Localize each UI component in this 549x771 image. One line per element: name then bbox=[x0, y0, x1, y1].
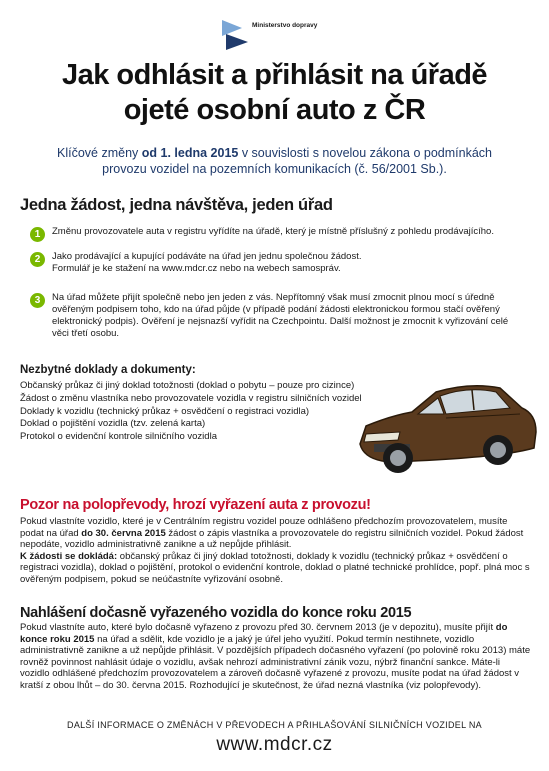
documents-title: Nezbytné doklady a dokumenty: bbox=[20, 364, 196, 376]
subtitle bbox=[40, 145, 509, 177]
step-item bbox=[30, 251, 392, 275]
ministry-logo-icon bbox=[220, 18, 250, 52]
section-two-text bbox=[20, 516, 532, 586]
title-line-1: Jak odhlásit a přihlásit na úřadě bbox=[61, 59, 488, 91]
list-item: Protokol o evidenční kontrole silničního vozidla bbox=[20, 431, 217, 443]
footer-url-link[interactable]: www.mdcr.cz bbox=[216, 734, 333, 755]
list-item: Doklad o pojištění vozidla (tzv. zelená karta) bbox=[20, 418, 206, 430]
para-text: občanský průkaz či jiný doklad totožnosti, doklady k vozidlu (technický průkaz + osvědčení o registraci vozidla), doklad o pojištění, protokol o evidenční kontrole, doklad o platné technické prohlídce, popř. plná moc s ověřeným podpisem, pokud se neúčastníte vyřizování osobně. bbox=[20, 550, 530, 585]
section-three-text bbox=[20, 622, 532, 692]
section-one-title: Jedna žádost, jedna návštěva, jeden úřad bbox=[20, 196, 333, 214]
para-text: Pokud vlastníte auto, které bylo dočasně vyřazeno z provozu před 30. červnem 2013 (je v depozitu), musíte přijít bbox=[20, 622, 496, 633]
page-title bbox=[0, 58, 549, 128]
subtitle-text: Klíčové změny bbox=[57, 146, 142, 160]
list-item: Občanský průkaz či jiný doklad totožnosti (doklad o pobytu – pouze pro cizince) bbox=[20, 380, 355, 391]
logo-text: Ministerstvo dopravy bbox=[252, 22, 318, 29]
documents-list bbox=[20, 380, 380, 444]
step-item bbox=[30, 292, 522, 340]
step-text: Na úřad můžete přijít společně nebo jen jeden z vás. Nepřítomný však musí zmocnit plnou mocí s úředně ověřeným podpisem toho, kdo na úřad půjde (v případě podání žádosti elektronickou formou stačí ověřený elektronický podpis). Ověření je nejsnazší vyřídit na Czechpointu. Další možnost je zmocnit k vyřizování celé věci třetí osobu. bbox=[52, 292, 509, 339]
footer-note: DALŠÍ INFORMACE O ZMĚNÁCH V PŘEVODECH A PŘIHLAŠOVÁNÍ SILNIČNÍCH VOZIDEL NA bbox=[67, 720, 482, 730]
para-text: žádost o zápis vlastníka a provozovatele do registru silničních vozidel. Pokud žádost nepodáte, vozidlo administrativně zanikne a už nepůjde přihlásit. bbox=[20, 527, 524, 551]
subtitle-date: od 1. ledna 2015 bbox=[141, 146, 239, 160]
para-deadline: do 30. června 2015 bbox=[81, 527, 166, 539]
para-text: na úřad a sdělit, kde vozidlo je a jaký je úřel jeho využití. Pokud termín nestihnete, vozidlo administrativně zanikne a už nepůjde přihlásit. V pozdějších případech dočasného vyřazení (po polovině roku 2013) máte rovněž povinnost nahlásit údaje o vozidlu, avšak nehrozí administrativní zánik vozu, nýbrž finanční sankce. Máte-li vozidlo odhlášené předchozím provozovatelem a zároveň dočasně vyřazené z provozu, musíte podat na úřad žádost v kratší z obou lhůt – do 30. června 2015. Rozhodující je skutečnost, že úřad nezná vlastníka (viz polopřevody). bbox=[20, 633, 531, 691]
para-text: Pokud vlastníte vozidlo, které je v Centrálním registru vozidel pouze odhlášeno předchozím provozovatelem, musíte podat na úřad bbox=[20, 516, 508, 539]
para-deadline: do konce roku 2015 bbox=[20, 622, 508, 645]
list-item: Doklady k vozidlu (technický průkaz + osvědčení o registraci vozidla) bbox=[20, 405, 310, 417]
step-number-badge: 3 bbox=[30, 293, 45, 308]
step-text: Změnu provozovatele auta v registru vyřídíte na úřadě, který je místně příslušný z pohledu prodávajícího. bbox=[52, 226, 494, 237]
step-number-badge: 2 bbox=[30, 252, 45, 267]
title-line-2: ojeté osobní auto z ČR bbox=[123, 94, 426, 126]
section-two-title: Pozor na polopřevody, hrozí vyřazení auta z provozu! bbox=[20, 497, 371, 513]
step-number-badge: 1 bbox=[30, 227, 45, 242]
list-item: Žádost o změnu vlastníka nebo provozovatele vozidla v registru silničních vozidel bbox=[20, 392, 362, 404]
subtitle-text-rest: v souvislosti s novelou zákona o podmínkách provozu vozidel na pozemních komunikacích (č. 56/2001 Sb.). bbox=[102, 146, 492, 176]
para-label: K žádosti se dokládá: bbox=[20, 550, 118, 562]
step-text: Jako prodávající a kupující podáváte na úřad jen jednu společnou žádost. Formulář je ke stažení na www.mdcr.cz nebo na webech samospráv. bbox=[52, 251, 362, 274]
step-item bbox=[30, 226, 494, 238]
section-three-title: Nahlášení dočasně vyřazeného vozidla do konce roku 2015 bbox=[20, 605, 412, 621]
car-illustration bbox=[350, 366, 540, 486]
ministry-logo bbox=[220, 18, 340, 54]
